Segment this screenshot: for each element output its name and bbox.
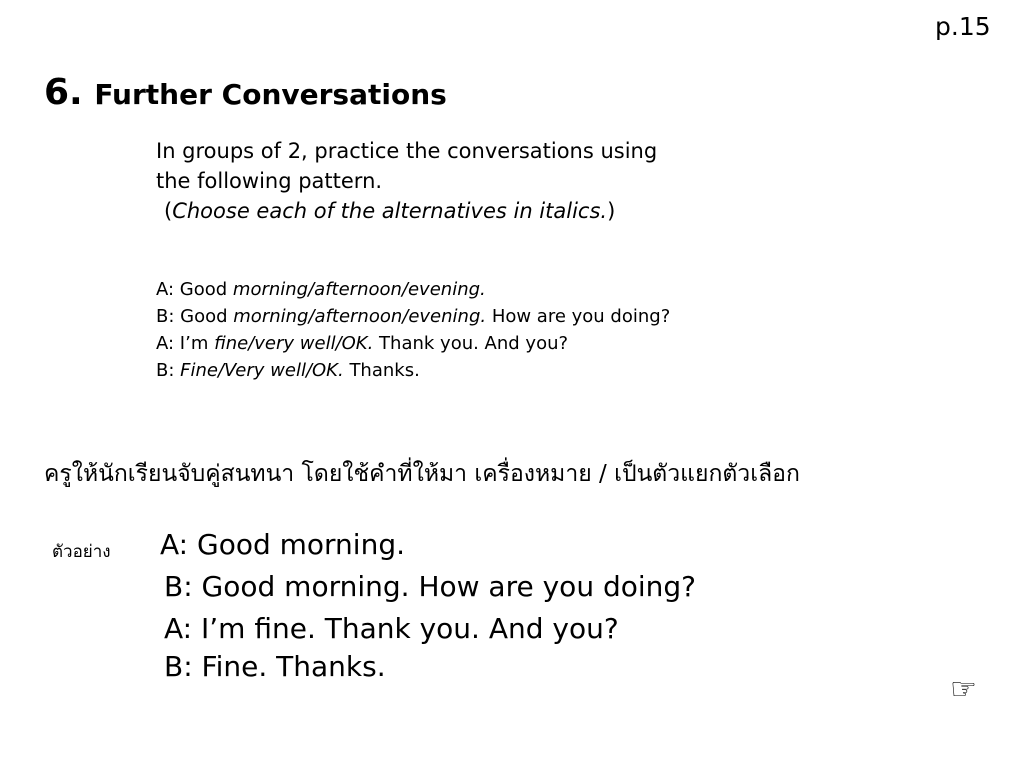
pattern-suffix: Thank you. And you?: [373, 333, 569, 354]
instructions-close-paren: ): [607, 199, 616, 223]
pattern-speaker: B:: [156, 306, 181, 327]
example-line: A: Good morning.: [160, 528, 405, 561]
pattern-speaker: B:: [156, 360, 181, 381]
pattern-speaker: A:: [156, 333, 180, 354]
example-label: ตัวอย่าง: [52, 542, 111, 562]
section-number: 6.: [44, 72, 83, 113]
example-line: A: I’m fine. Thank you. And you?: [164, 612, 619, 645]
pattern-line: [156, 357, 670, 384]
pattern-alternatives: fine/very well/OK.: [214, 333, 374, 354]
example-line: B: Fine. Thanks.: [164, 650, 386, 683]
section-heading: [44, 72, 447, 113]
example-line: B: Good morning. How are you doing?: [164, 570, 697, 603]
pattern-line: [156, 330, 670, 357]
pattern-alternatives: Fine/Very well/OK.: [180, 360, 344, 381]
instructions: [156, 136, 657, 226]
section-title: Further Conversations: [94, 78, 447, 111]
instructions-line-2: the following pattern.: [156, 169, 383, 193]
pattern-prefix: Good: [179, 279, 233, 300]
pattern-line: [156, 303, 670, 330]
instructions-open-paren: (: [164, 199, 173, 223]
pattern-suffix: How are you doing?: [486, 306, 671, 327]
pattern-speaker: A:: [156, 279, 180, 300]
instructions-line-3: [156, 196, 657, 226]
pattern-prefix: I’m: [179, 333, 215, 354]
pattern-line: [156, 276, 670, 303]
instructions-italic-note: Choose each of the alternatives in italics.: [172, 199, 608, 223]
pattern-alternatives: morning/afternoon/evening.: [233, 306, 487, 327]
instructions-line-1: In groups of 2, practice the conversations using: [156, 139, 658, 163]
thai-instruction: ครูให้นักเรียนจับคู่สนทนา โดยใช้คำที่ให้มา เครื่องหมาย / เป็นตัวแยกตัวเลือก: [44, 461, 800, 487]
pattern-prefix: Good: [180, 306, 234, 327]
conversation-pattern: [156, 276, 670, 384]
pointing-hand-icon[interactable]: ☞: [950, 672, 977, 707]
page-number: p.15: [935, 12, 991, 41]
pattern-suffix: Thanks.: [343, 360, 420, 381]
pattern-alternatives: morning/afternoon/evening.: [232, 279, 486, 300]
